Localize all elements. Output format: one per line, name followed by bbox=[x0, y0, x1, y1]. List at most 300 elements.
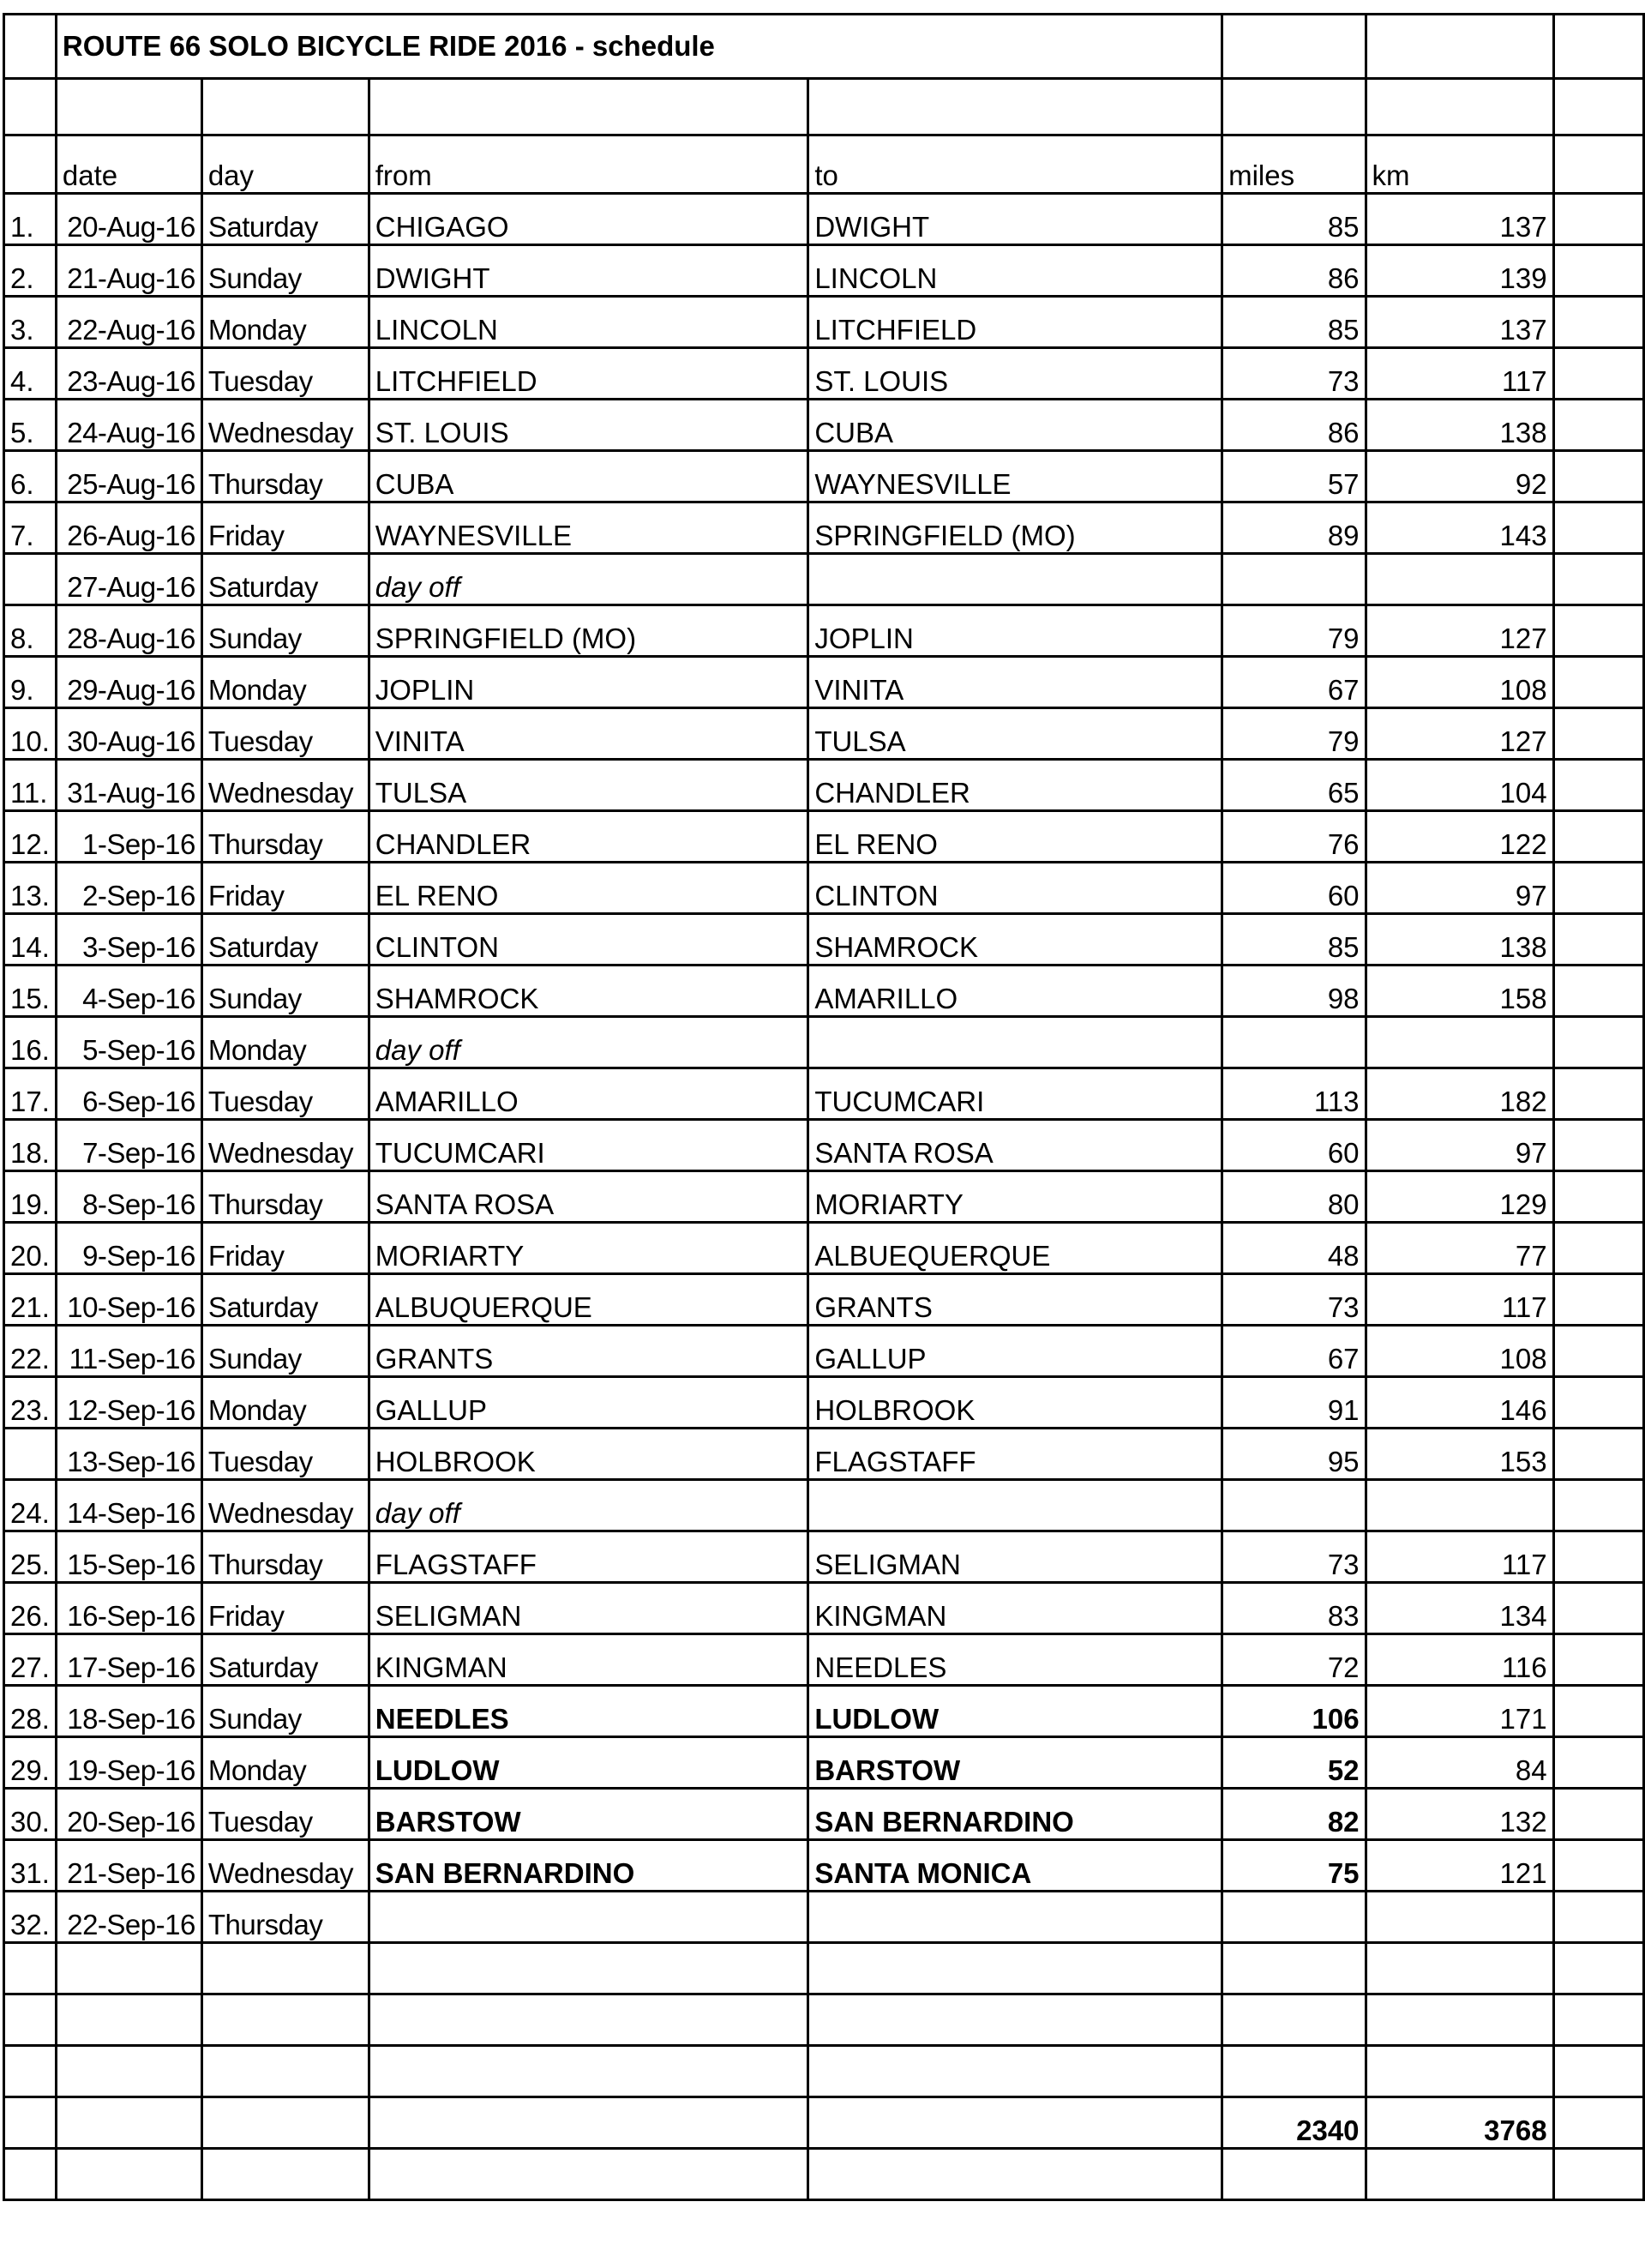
cell bbox=[1222, 1943, 1366, 1994]
row-to bbox=[808, 1480, 1222, 1531]
row-from: day off bbox=[369, 554, 808, 605]
row-day: Tuesday bbox=[201, 1429, 369, 1480]
row-from: LINCOLN bbox=[369, 297, 808, 348]
row-km: 116 bbox=[1366, 1634, 1553, 1686]
row-number: 13. bbox=[4, 863, 57, 914]
table-row bbox=[4, 554, 1644, 605]
row-date: 9-Sep-16 bbox=[56, 1223, 201, 1274]
row-day: Thursday bbox=[201, 451, 369, 502]
row-number: 22. bbox=[4, 1326, 57, 1377]
row-miles: 73 bbox=[1222, 1274, 1366, 1326]
cell bbox=[201, 1994, 369, 2046]
table-row bbox=[4, 1737, 1644, 1789]
row-from: WAYNESVILLE bbox=[369, 502, 808, 554]
row-from: TUCUMCARI bbox=[369, 1120, 808, 1171]
row-day: Sunday bbox=[201, 245, 369, 297]
row-date: 19-Sep-16 bbox=[56, 1737, 201, 1789]
row-km: 117 bbox=[1366, 1274, 1553, 1326]
row-date: 16-Sep-16 bbox=[56, 1583, 201, 1634]
row-km: 146 bbox=[1366, 1377, 1553, 1429]
row-to: MORIARTY bbox=[808, 1171, 1222, 1223]
row-day: Friday bbox=[201, 1583, 369, 1634]
header-km: km bbox=[1366, 135, 1553, 194]
row-from: JOPLIN bbox=[369, 657, 808, 708]
row-to: SANTA ROSA bbox=[808, 1120, 1222, 1171]
cell bbox=[1553, 1634, 1643, 1686]
row-km: 108 bbox=[1366, 657, 1553, 708]
row-number: 16. bbox=[4, 1017, 57, 1068]
row-day: Friday bbox=[201, 1223, 369, 1274]
row-to: AMARILLO bbox=[808, 966, 1222, 1017]
cell bbox=[1553, 1223, 1643, 1274]
cell bbox=[1553, 914, 1643, 966]
table-row bbox=[4, 914, 1644, 966]
cell bbox=[1553, 297, 1643, 348]
title-row bbox=[4, 15, 1644, 79]
cell bbox=[1553, 502, 1643, 554]
row-day: Friday bbox=[201, 502, 369, 554]
row-km: 138 bbox=[1366, 914, 1553, 966]
cell bbox=[1366, 2149, 1553, 2200]
row-date: 13-Sep-16 bbox=[56, 1429, 201, 1480]
row-from: CUBA bbox=[369, 451, 808, 502]
row-km bbox=[1366, 554, 1553, 605]
table-row bbox=[4, 1892, 1644, 1943]
row-miles: 73 bbox=[1222, 348, 1366, 400]
row-km: 138 bbox=[1366, 400, 1553, 451]
cell bbox=[4, 1943, 57, 1994]
cell bbox=[369, 1994, 808, 2046]
row-km: 158 bbox=[1366, 966, 1553, 1017]
cell bbox=[56, 2149, 201, 2200]
row-date: 23-Aug-16 bbox=[56, 348, 201, 400]
row-date: 25-Aug-16 bbox=[56, 451, 201, 502]
row-number: 26. bbox=[4, 1583, 57, 1634]
cell bbox=[1553, 79, 1643, 135]
row-number bbox=[4, 1429, 57, 1480]
cell bbox=[201, 79, 369, 135]
blank-row bbox=[4, 1994, 1644, 2046]
table-row bbox=[4, 863, 1644, 914]
row-date: 18-Sep-16 bbox=[56, 1686, 201, 1737]
table-row bbox=[4, 1274, 1644, 1326]
row-km: 92 bbox=[1366, 451, 1553, 502]
row-km: 104 bbox=[1366, 760, 1553, 811]
cell bbox=[808, 2149, 1222, 2200]
cell bbox=[1553, 1892, 1643, 1943]
row-day: Thursday bbox=[201, 1171, 369, 1223]
row-number: 15. bbox=[4, 966, 57, 1017]
row-date: 22-Aug-16 bbox=[56, 297, 201, 348]
row-to: NEEDLES bbox=[808, 1634, 1222, 1686]
row-from: day off bbox=[369, 1480, 808, 1531]
row-from bbox=[369, 1892, 808, 1943]
cell bbox=[1222, 79, 1366, 135]
row-to: ALBUEQUERQUE bbox=[808, 1223, 1222, 1274]
row-miles: 79 bbox=[1222, 708, 1366, 760]
row-number: 1. bbox=[4, 194, 57, 245]
cell bbox=[1553, 605, 1643, 657]
cell bbox=[1553, 15, 1643, 79]
row-date: 1-Sep-16 bbox=[56, 811, 201, 863]
cell bbox=[1553, 1789, 1643, 1840]
cell bbox=[4, 2097, 57, 2149]
row-km: 97 bbox=[1366, 863, 1553, 914]
table-row bbox=[4, 1686, 1644, 1737]
row-km: 97 bbox=[1366, 1120, 1553, 1171]
cell bbox=[1366, 79, 1553, 135]
row-miles: 83 bbox=[1222, 1583, 1366, 1634]
row-from: SELIGMAN bbox=[369, 1583, 808, 1634]
row-to: GALLUP bbox=[808, 1326, 1222, 1377]
row-to: KINGMAN bbox=[808, 1583, 1222, 1634]
row-from: VINITA bbox=[369, 708, 808, 760]
row-km: 122 bbox=[1366, 811, 1553, 863]
cell bbox=[1553, 245, 1643, 297]
table-row bbox=[4, 297, 1644, 348]
header-from: from bbox=[369, 135, 808, 194]
row-day: Monday bbox=[201, 297, 369, 348]
row-date: 21-Sep-16 bbox=[56, 1840, 201, 1892]
table-row bbox=[4, 1120, 1644, 1171]
row-day: Monday bbox=[201, 1737, 369, 1789]
row-from: CHIGAGO bbox=[369, 194, 808, 245]
cell bbox=[4, 2149, 57, 2200]
row-date: 20-Sep-16 bbox=[56, 1789, 201, 1840]
cell bbox=[201, 1943, 369, 1994]
row-day: Thursday bbox=[201, 1892, 369, 1943]
blank-row bbox=[4, 79, 1644, 135]
cell bbox=[1553, 2097, 1643, 2149]
row-day: Tuesday bbox=[201, 348, 369, 400]
row-day: Wednesday bbox=[201, 1480, 369, 1531]
row-number: 31. bbox=[4, 1840, 57, 1892]
row-day: Saturday bbox=[201, 194, 369, 245]
row-km bbox=[1366, 1892, 1553, 1943]
cell bbox=[1553, 135, 1643, 194]
row-miles: 86 bbox=[1222, 245, 1366, 297]
row-miles: 79 bbox=[1222, 605, 1366, 657]
row-date: 11-Sep-16 bbox=[56, 1326, 201, 1377]
cell bbox=[4, 1994, 57, 2046]
cell bbox=[369, 2046, 808, 2097]
row-to: BARSTOW bbox=[808, 1737, 1222, 1789]
row-km: 137 bbox=[1366, 297, 1553, 348]
row-day: Tuesday bbox=[201, 1789, 369, 1840]
table-row bbox=[4, 811, 1644, 863]
row-miles: 65 bbox=[1222, 760, 1366, 811]
table-row bbox=[4, 1223, 1644, 1274]
row-day: Saturday bbox=[201, 1634, 369, 1686]
row-from: NEEDLES bbox=[369, 1686, 808, 1737]
row-miles bbox=[1222, 1892, 1366, 1943]
row-km: 132 bbox=[1366, 1789, 1553, 1840]
table-row bbox=[4, 400, 1644, 451]
row-number: 28. bbox=[4, 1686, 57, 1737]
row-number: 9. bbox=[4, 657, 57, 708]
row-date: 21-Aug-16 bbox=[56, 245, 201, 297]
cell bbox=[4, 135, 57, 194]
row-miles: 85 bbox=[1222, 194, 1366, 245]
cell bbox=[369, 2097, 808, 2149]
row-to: TUCUMCARI bbox=[808, 1068, 1222, 1120]
row-date: 26-Aug-16 bbox=[56, 502, 201, 554]
cell bbox=[201, 2046, 369, 2097]
row-miles: 113 bbox=[1222, 1068, 1366, 1120]
cell bbox=[1553, 451, 1643, 502]
table-row bbox=[4, 1377, 1644, 1429]
cell bbox=[1222, 2046, 1366, 2097]
row-day: Saturday bbox=[201, 914, 369, 966]
cell bbox=[1553, 1120, 1643, 1171]
cell bbox=[1366, 1943, 1553, 1994]
row-date: 8-Sep-16 bbox=[56, 1171, 201, 1223]
cell bbox=[1553, 863, 1643, 914]
row-date: 29-Aug-16 bbox=[56, 657, 201, 708]
row-to: VINITA bbox=[808, 657, 1222, 708]
table-row bbox=[4, 1583, 1644, 1634]
cell bbox=[808, 1994, 1222, 2046]
row-to: SANTA MONICA bbox=[808, 1840, 1222, 1892]
table-row bbox=[4, 657, 1644, 708]
row-miles bbox=[1222, 1017, 1366, 1068]
table-row bbox=[4, 1017, 1644, 1068]
row-to: JOPLIN bbox=[808, 605, 1222, 657]
row-from: day off bbox=[369, 1017, 808, 1068]
row-number: 14. bbox=[4, 914, 57, 966]
row-miles: 106 bbox=[1222, 1686, 1366, 1737]
row-number: 23. bbox=[4, 1377, 57, 1429]
blank-row bbox=[4, 1943, 1644, 1994]
row-to: CLINTON bbox=[808, 863, 1222, 914]
row-miles: 67 bbox=[1222, 657, 1366, 708]
cell bbox=[808, 2046, 1222, 2097]
row-date: 6-Sep-16 bbox=[56, 1068, 201, 1120]
row-km bbox=[1366, 1480, 1553, 1531]
cell bbox=[4, 2046, 57, 2097]
row-miles: 76 bbox=[1222, 811, 1366, 863]
cell bbox=[1222, 15, 1366, 79]
row-from: CLINTON bbox=[369, 914, 808, 966]
cell bbox=[1553, 708, 1643, 760]
row-km: 129 bbox=[1366, 1171, 1553, 1223]
cell bbox=[1553, 1017, 1643, 1068]
row-day: Thursday bbox=[201, 1531, 369, 1583]
row-km: 182 bbox=[1366, 1068, 1553, 1120]
row-from: SHAMROCK bbox=[369, 966, 808, 1017]
cell bbox=[1553, 1686, 1643, 1737]
cell bbox=[1553, 2149, 1643, 2200]
row-miles: 52 bbox=[1222, 1737, 1366, 1789]
row-from: AMARILLO bbox=[369, 1068, 808, 1120]
row-date: 5-Sep-16 bbox=[56, 1017, 201, 1068]
cell bbox=[56, 79, 201, 135]
header-miles: miles bbox=[1222, 135, 1366, 194]
row-day: Friday bbox=[201, 863, 369, 914]
row-number: 27. bbox=[4, 1634, 57, 1686]
row-miles bbox=[1222, 554, 1366, 605]
cell bbox=[1553, 1840, 1643, 1892]
row-date: 31-Aug-16 bbox=[56, 760, 201, 811]
row-date: 12-Sep-16 bbox=[56, 1377, 201, 1429]
table-row bbox=[4, 245, 1644, 297]
cell bbox=[369, 79, 808, 135]
cell bbox=[56, 2097, 201, 2149]
row-from: CHANDLER bbox=[369, 811, 808, 863]
row-date: 4-Sep-16 bbox=[56, 966, 201, 1017]
row-miles: 67 bbox=[1222, 1326, 1366, 1377]
cell bbox=[1553, 554, 1643, 605]
row-from: SPRINGFIELD (MO) bbox=[369, 605, 808, 657]
table-row bbox=[4, 1171, 1644, 1223]
totals-row bbox=[4, 2097, 1644, 2149]
row-number: 6. bbox=[4, 451, 57, 502]
row-date: 20-Aug-16 bbox=[56, 194, 201, 245]
cell bbox=[4, 79, 57, 135]
row-number: 12. bbox=[4, 811, 57, 863]
row-from: LUDLOW bbox=[369, 1737, 808, 1789]
cell bbox=[1553, 1737, 1643, 1789]
row-from: HOLBROOK bbox=[369, 1429, 808, 1480]
row-from: EL RENO bbox=[369, 863, 808, 914]
cell bbox=[369, 1943, 808, 1994]
header-day: day bbox=[201, 135, 369, 194]
row-date: 14-Sep-16 bbox=[56, 1480, 201, 1531]
cell bbox=[808, 79, 1222, 135]
row-to: SELIGMAN bbox=[808, 1531, 1222, 1583]
table-row bbox=[4, 1068, 1644, 1120]
cell bbox=[4, 15, 57, 79]
row-day: Monday bbox=[201, 657, 369, 708]
cell bbox=[369, 2149, 808, 2200]
row-day: Wednesday bbox=[201, 760, 369, 811]
row-to: TULSA bbox=[808, 708, 1222, 760]
table-row bbox=[4, 1840, 1644, 1892]
row-date: 7-Sep-16 bbox=[56, 1120, 201, 1171]
row-to: SAN BERNARDINO bbox=[808, 1789, 1222, 1840]
row-km: 171 bbox=[1366, 1686, 1553, 1737]
row-number: 3. bbox=[4, 297, 57, 348]
table-row bbox=[4, 1789, 1644, 1840]
row-date: 27-Aug-16 bbox=[56, 554, 201, 605]
row-number: 29. bbox=[4, 1737, 57, 1789]
cell bbox=[1553, 1274, 1643, 1326]
cell bbox=[56, 1943, 201, 1994]
cell bbox=[56, 2046, 201, 2097]
row-miles: 72 bbox=[1222, 1634, 1366, 1686]
cell bbox=[1553, 1171, 1643, 1223]
row-km: 117 bbox=[1366, 348, 1553, 400]
row-day: Tuesday bbox=[201, 1068, 369, 1120]
row-to: DWIGHT bbox=[808, 194, 1222, 245]
header-row bbox=[4, 135, 1644, 194]
row-from: SAN BERNARDINO bbox=[369, 1840, 808, 1892]
row-to: CUBA bbox=[808, 400, 1222, 451]
cell bbox=[1553, 1994, 1643, 2046]
row-day: Wednesday bbox=[201, 1840, 369, 1892]
row-number bbox=[4, 554, 57, 605]
table-row bbox=[4, 1480, 1644, 1531]
cell bbox=[1553, 1943, 1643, 1994]
row-km: 137 bbox=[1366, 194, 1553, 245]
row-day: Monday bbox=[201, 1377, 369, 1429]
cell bbox=[1366, 15, 1553, 79]
row-date: 28-Aug-16 bbox=[56, 605, 201, 657]
table-row bbox=[4, 348, 1644, 400]
table-row bbox=[4, 966, 1644, 1017]
row-miles: 86 bbox=[1222, 400, 1366, 451]
cell bbox=[1553, 348, 1643, 400]
row-number: 8. bbox=[4, 605, 57, 657]
row-km: 139 bbox=[1366, 245, 1553, 297]
row-to: WAYNESVILLE bbox=[808, 451, 1222, 502]
row-miles: 85 bbox=[1222, 297, 1366, 348]
row-number: 19. bbox=[4, 1171, 57, 1223]
row-miles: 95 bbox=[1222, 1429, 1366, 1480]
row-km: 127 bbox=[1366, 605, 1553, 657]
row-km: 108 bbox=[1366, 1326, 1553, 1377]
row-to: HOLBROOK bbox=[808, 1377, 1222, 1429]
row-to: GRANTS bbox=[808, 1274, 1222, 1326]
cell bbox=[201, 2149, 369, 2200]
row-miles: 91 bbox=[1222, 1377, 1366, 1429]
row-to: ST. LOUIS bbox=[808, 348, 1222, 400]
cell bbox=[1553, 400, 1643, 451]
cell bbox=[808, 1943, 1222, 1994]
row-number: 4. bbox=[4, 348, 57, 400]
row-km: 134 bbox=[1366, 1583, 1553, 1634]
row-to: LUDLOW bbox=[808, 1686, 1222, 1737]
row-day: Thursday bbox=[201, 811, 369, 863]
row-number: 2. bbox=[4, 245, 57, 297]
row-from: FLAGSTAFF bbox=[369, 1531, 808, 1583]
cell bbox=[1553, 194, 1643, 245]
row-km: 127 bbox=[1366, 708, 1553, 760]
cell bbox=[1222, 2149, 1366, 2200]
table-row bbox=[4, 194, 1644, 245]
row-date: 30-Aug-16 bbox=[56, 708, 201, 760]
row-date: 3-Sep-16 bbox=[56, 914, 201, 966]
row-number: 17. bbox=[4, 1068, 57, 1120]
row-number: 11. bbox=[4, 760, 57, 811]
cell bbox=[1553, 1480, 1643, 1531]
cell bbox=[1553, 811, 1643, 863]
row-to: FLAGSTAFF bbox=[808, 1429, 1222, 1480]
row-to bbox=[808, 554, 1222, 605]
row-from: KINGMAN bbox=[369, 1634, 808, 1686]
cell bbox=[56, 1994, 201, 2046]
row-miles: 89 bbox=[1222, 502, 1366, 554]
row-km: 84 bbox=[1366, 1737, 1553, 1789]
cell bbox=[1553, 1068, 1643, 1120]
row-number: 7. bbox=[4, 502, 57, 554]
row-from: GALLUP bbox=[369, 1377, 808, 1429]
row-day: Monday bbox=[201, 1017, 369, 1068]
row-date: 22-Sep-16 bbox=[56, 1892, 201, 1943]
cell bbox=[1553, 1377, 1643, 1429]
table-row bbox=[4, 1634, 1644, 1686]
row-km: 143 bbox=[1366, 502, 1553, 554]
cell bbox=[1553, 966, 1643, 1017]
row-from: GRANTS bbox=[369, 1326, 808, 1377]
row-number: 32. bbox=[4, 1892, 57, 1943]
row-number: 30. bbox=[4, 1789, 57, 1840]
blank-row bbox=[4, 2046, 1644, 2097]
row-to: LITCHFIELD bbox=[808, 297, 1222, 348]
row-to: EL RENO bbox=[808, 811, 1222, 863]
header-to: to bbox=[808, 135, 1222, 194]
row-day: Tuesday bbox=[201, 708, 369, 760]
